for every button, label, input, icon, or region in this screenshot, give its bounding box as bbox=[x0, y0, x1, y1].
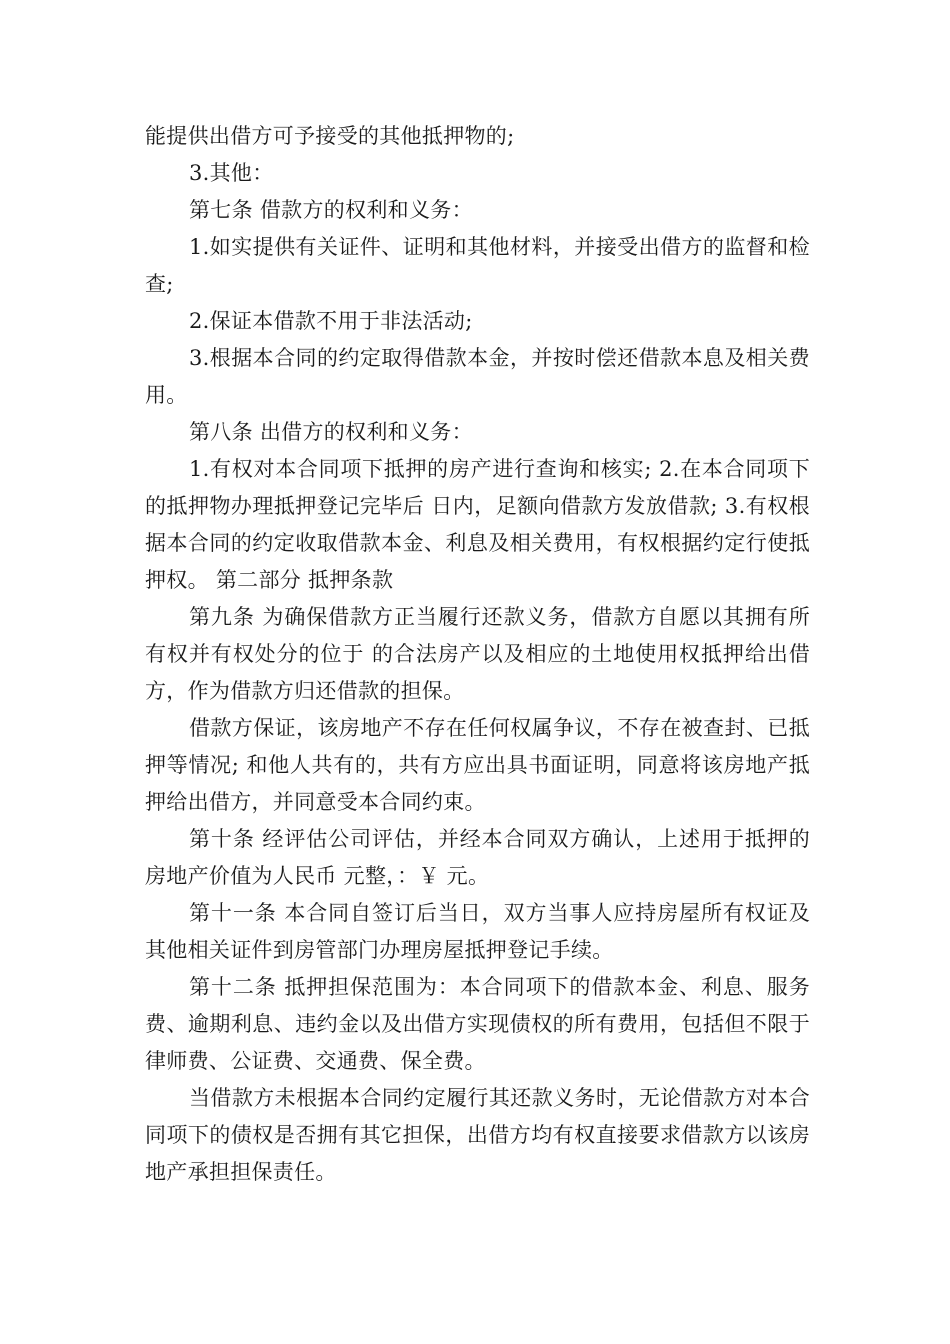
article-12: 第十二条 抵押担保范围为：本合同项下的借款本金、利息、服务费、逾期利息、违约金以及出借方实现债权的所有费用，包括但不限于律师费、公证费、交通费、保全费。 bbox=[145, 975, 810, 1073]
borrower-guarantee-paragraph: 借款方保证，该房地产不存在任何权属争议，不存在被查封、已抵押等情况; 和他人共有的，共有方应出具书面证明，同意将该房地产抵押给出借方，并同意受本合同约束。 bbox=[145, 716, 810, 814]
article-10: 第十条 经评估公司评估，并经本合同双方确认，上述用于抵押的房地产价值为人民币 元整，：￥ 元。 bbox=[145, 827, 810, 888]
paragraph-continuation: 能提供出借方可予接受的其他抵押物的; bbox=[145, 124, 515, 148]
document-body bbox=[145, 118, 810, 1191]
article-9: 第九条 为确保借款方正当履行还款义务，借款方自愿以其拥有所有权并有权处分的位于 的合法房产以及相应的土地使用权抵押给出借方，作为借款方归还借款的担保。 bbox=[145, 605, 810, 703]
paragraph-item-other: 3.其他： bbox=[189, 161, 274, 185]
article-7-item-1: 1.如实提供有关证件、证明和其他材料，并接受出借方的监督和检查; bbox=[145, 235, 810, 296]
article-11: 第十一条 本合同自签订后当日，双方当事人应持房屋所有权证及其他相关证件到房管部门办理房屋抵押登记手续。 bbox=[145, 901, 810, 962]
article-7-item-3: 3.根据本合同的约定取得借款本金，并按时偿还借款本息及相关费用。 bbox=[145, 346, 810, 407]
article-7-heading: 第七条 借款方的权利和义务： bbox=[189, 198, 473, 222]
article-7-item-2: 2.保证本借款不用于非法活动; bbox=[189, 309, 473, 333]
default-liability-paragraph: 当借款方未根据本合同约定履行其还款义务时，无论借款方对本合同项下的债权是否拥有其它担保，出借方均有权直接要求借款方以该房地产承担担保责任。 bbox=[145, 1086, 810, 1184]
article-8-heading: 第八条 出借方的权利和义务： bbox=[189, 420, 473, 444]
article-8-items: 1.有权对本合同项下抵押的房产进行查询和核实; 2.在本合同项下的抵押物办理抵押登记完毕后 日内，足额向借款方发放借款; 3.有权根据本合同的约定收取借款本金、利息及相关费用，有权根据约定行使抵押权。 第二部分 抵押条款 bbox=[145, 457, 810, 592]
